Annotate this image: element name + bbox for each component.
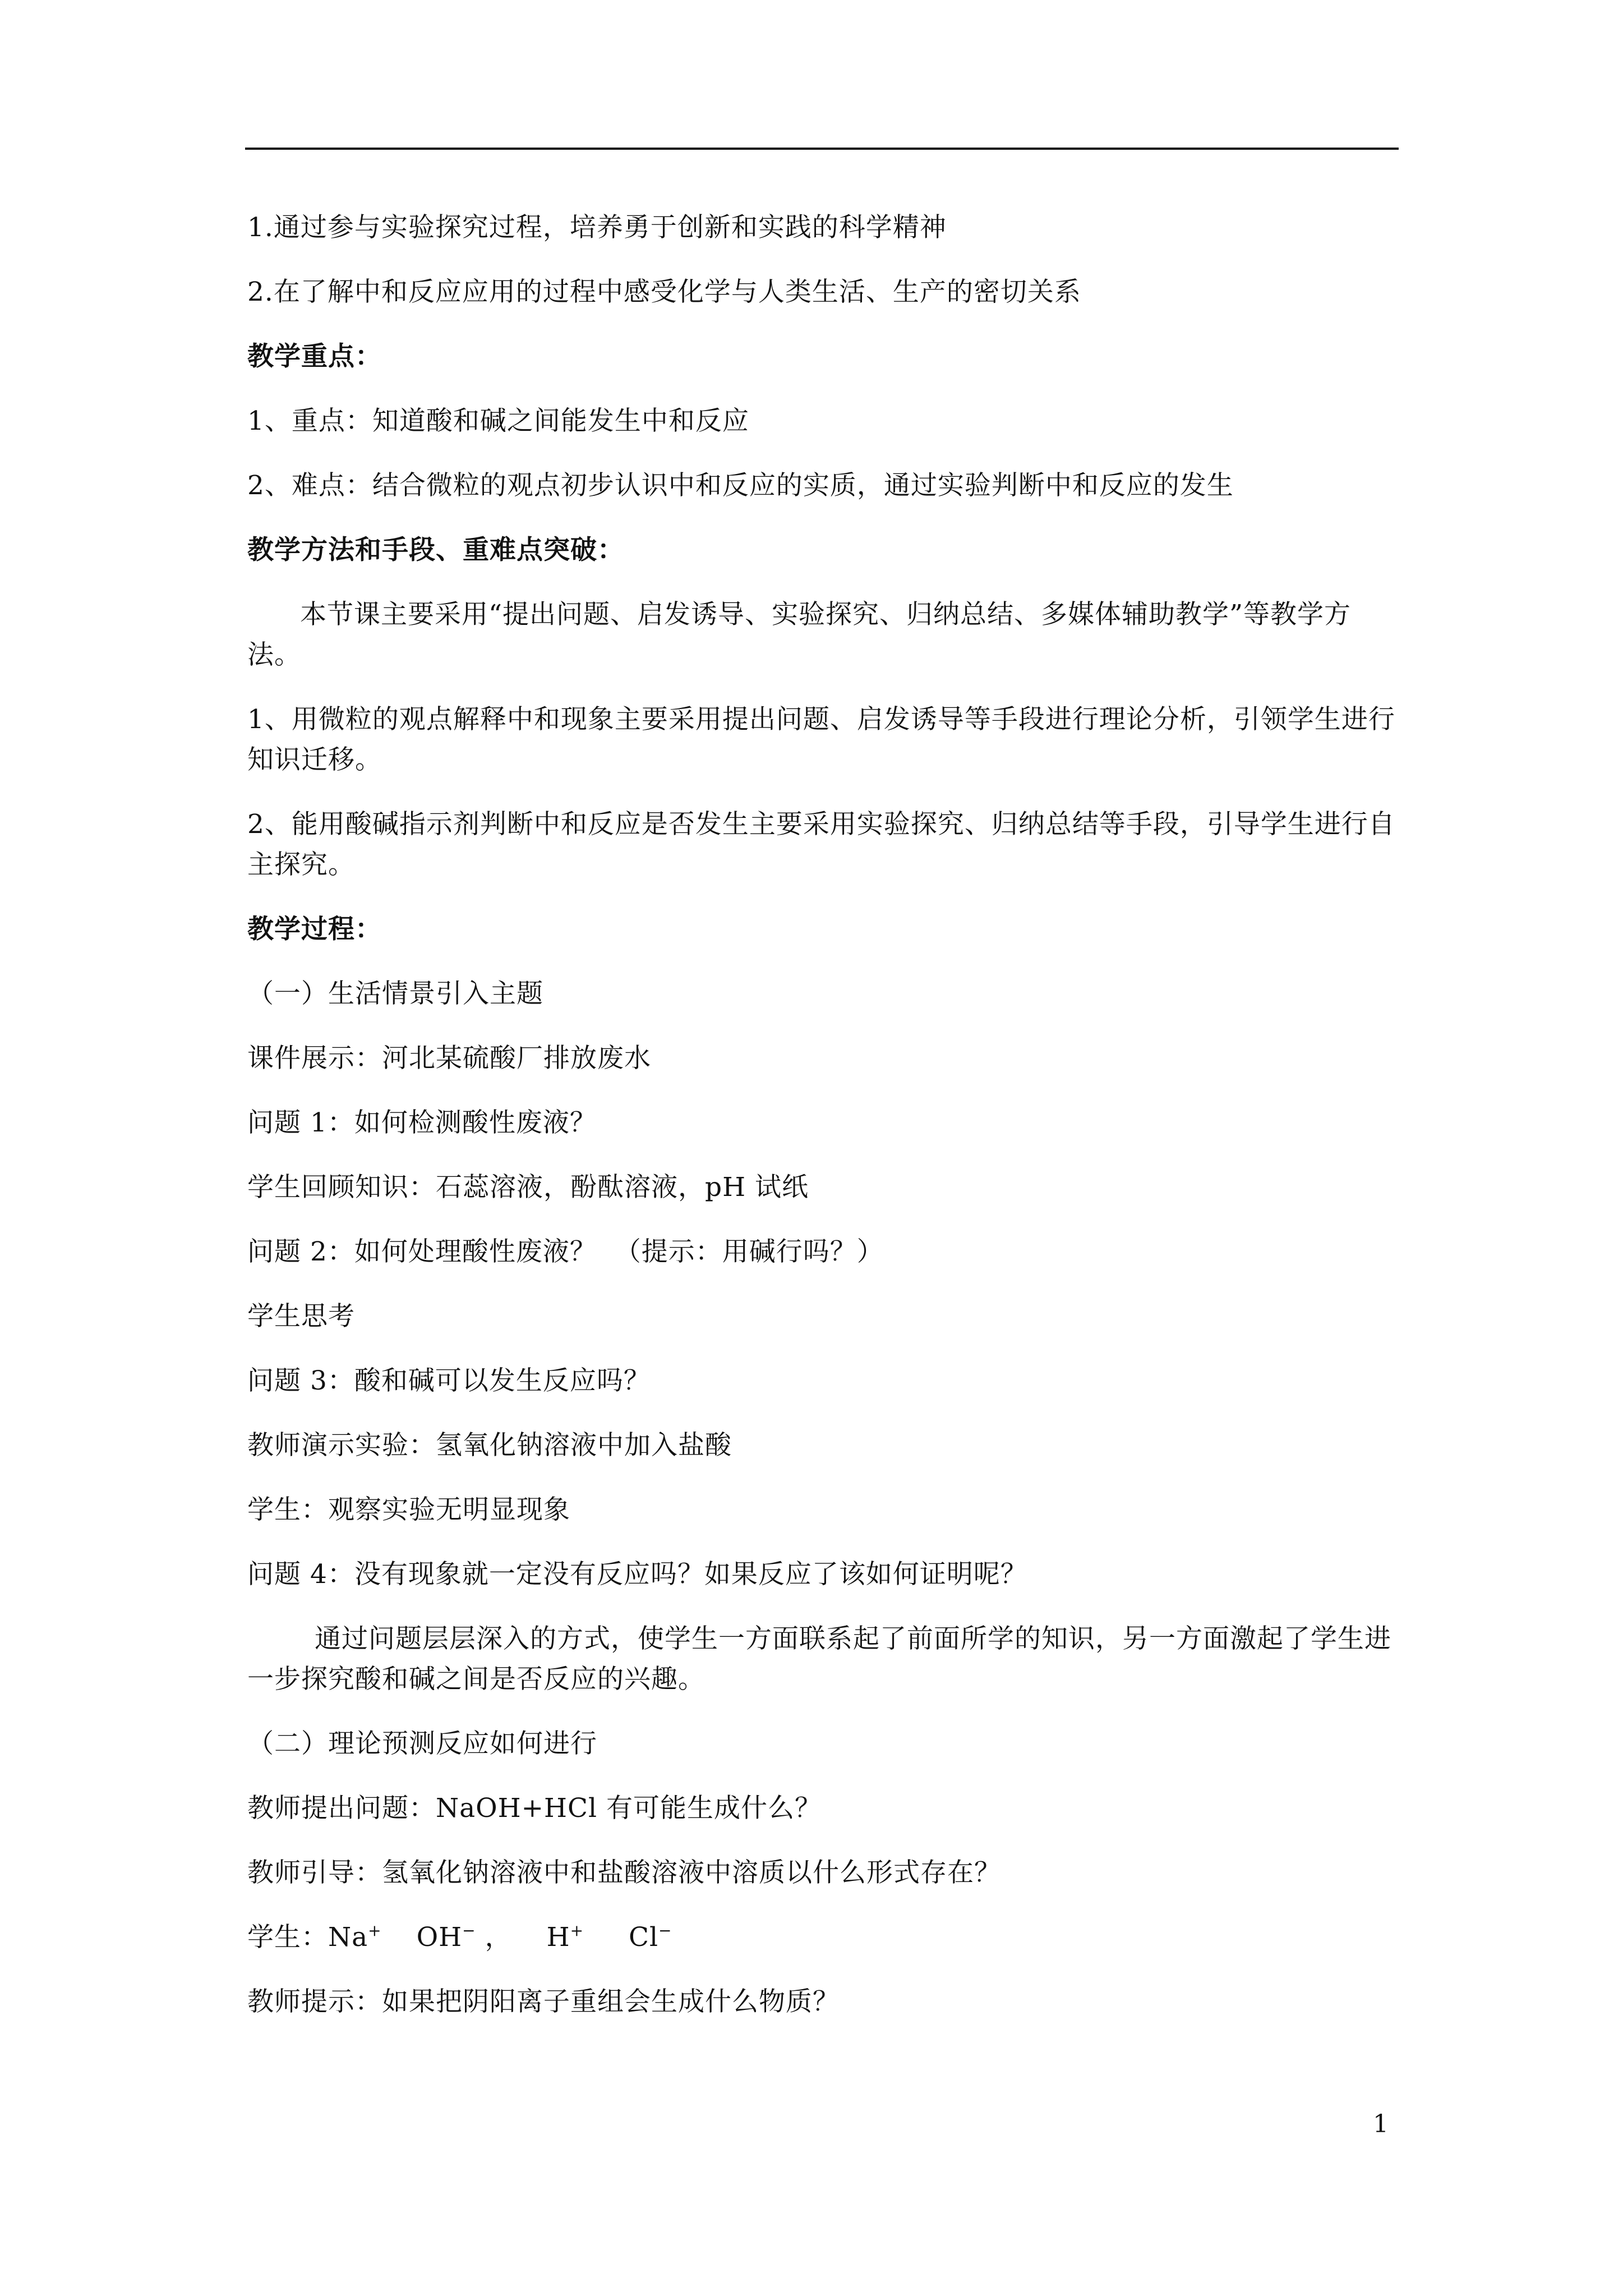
student-ions-line xyxy=(247,1917,1400,1982)
ion-sodium: Na+ xyxy=(328,1921,382,1953)
teacher-hint: 教师提示：如果把阴阳离子重组会生成什么物质？ xyxy=(247,1986,840,2017)
teaching-goal-1: 1.通过参与实验探究过程，培养勇于创新和实践的科学精神 xyxy=(247,212,947,243)
question-3: 问题 3：酸和碱可以发生反应吗？ xyxy=(247,1365,651,1396)
courseware-line: 课件展示：河北某硫酸厂排放废水 xyxy=(247,1043,651,1074)
heading-process: 教学过程： xyxy=(247,914,382,945)
methods-intro-paragraph: 本节课主要采用“提出问题、启发诱导、实验探究、归纳总结、多媒体辅助教学”等教学方法。 xyxy=(247,599,1352,670)
methods-item-2: 2、能用酸碱指示剂判断中和反应是否发生主要采用实验探究、归纳总结等手段，引导学生进行自主探究。 xyxy=(247,809,1395,880)
heading-key-points: 教学重点： xyxy=(247,341,382,372)
teacher-demo: 教师演示实验：氢氧化钠溶液中加入盐酸 xyxy=(247,1430,732,1461)
ions-separator: ， xyxy=(476,1922,512,1953)
page-number: 1 xyxy=(1373,2110,1389,2138)
student-observe: 学生：观察实验无明显现象 xyxy=(247,1494,570,1525)
ion-hydroxide-charge: − xyxy=(462,1921,476,1940)
header-rule xyxy=(245,148,1399,150)
ion-hydrogen-charge: + xyxy=(570,1921,584,1940)
section-2-title: （二）理论预测反应如何进行 xyxy=(247,1728,597,1759)
key-point-1: 1、重点：知道酸和碱之间能发生中和反应 xyxy=(247,406,749,436)
student-review: 学生回顾知识：石蕊溶液，酚酞溶液，pH 试纸 xyxy=(247,1172,809,1203)
document-body xyxy=(247,208,1400,2046)
ion-hydrogen: H+ xyxy=(546,1921,584,1953)
section-1-title: （一）生活情景引入主题 xyxy=(247,978,543,1009)
student-think: 学生思考 xyxy=(247,1301,355,1332)
question-4: 问题 4：没有现象就一定没有反应吗？如果反应了该如何证明呢？ xyxy=(247,1559,1027,1590)
question-2: 问题 2：如何处理酸性废液？ （提示：用碱行吗？） xyxy=(247,1236,884,1267)
ions-prefix: 学生： xyxy=(247,1922,328,1953)
question-1: 问题 1：如何检测酸性废液？ xyxy=(247,1107,597,1138)
ion-sodium-charge: + xyxy=(368,1921,382,1940)
teacher-question: 教师提出问题：NaOH+HCl 有可能生成什么？ xyxy=(247,1793,822,1824)
teaching-goal-2: 2.在了解中和反应应用的过程中感受化学与人类生活、生产的密切关系 xyxy=(247,277,1081,307)
teacher-guide: 教师引导：氢氧化钠溶液中和盐酸溶液中溶质以什么形式存在？ xyxy=(247,1857,1001,1888)
key-point-2: 2、难点：结合微粒的观点初步认识中和反应的实质，通过实验判断中和反应的发生 xyxy=(247,470,1234,501)
methods-item-1: 1、用微粒的观点解释中和现象主要采用提出问题、启发诱导等手段进行理论分析，引领学生进行知识迁移。 xyxy=(247,704,1395,775)
summary-paragraph: 通过问题层层深入的方式，使学生一方面联系起了前面所学的知识，另一方面激起了学生进一步探究酸和碱之间是否反应的兴趣。 xyxy=(247,1623,1391,1695)
ion-chloride: Cl− xyxy=(629,1921,672,1953)
ion-hydroxide: OH− xyxy=(416,1921,476,1953)
ion-chloride-charge: − xyxy=(658,1921,672,1940)
heading-methods: 教学方法和手段、重难点突破： xyxy=(247,535,624,565)
